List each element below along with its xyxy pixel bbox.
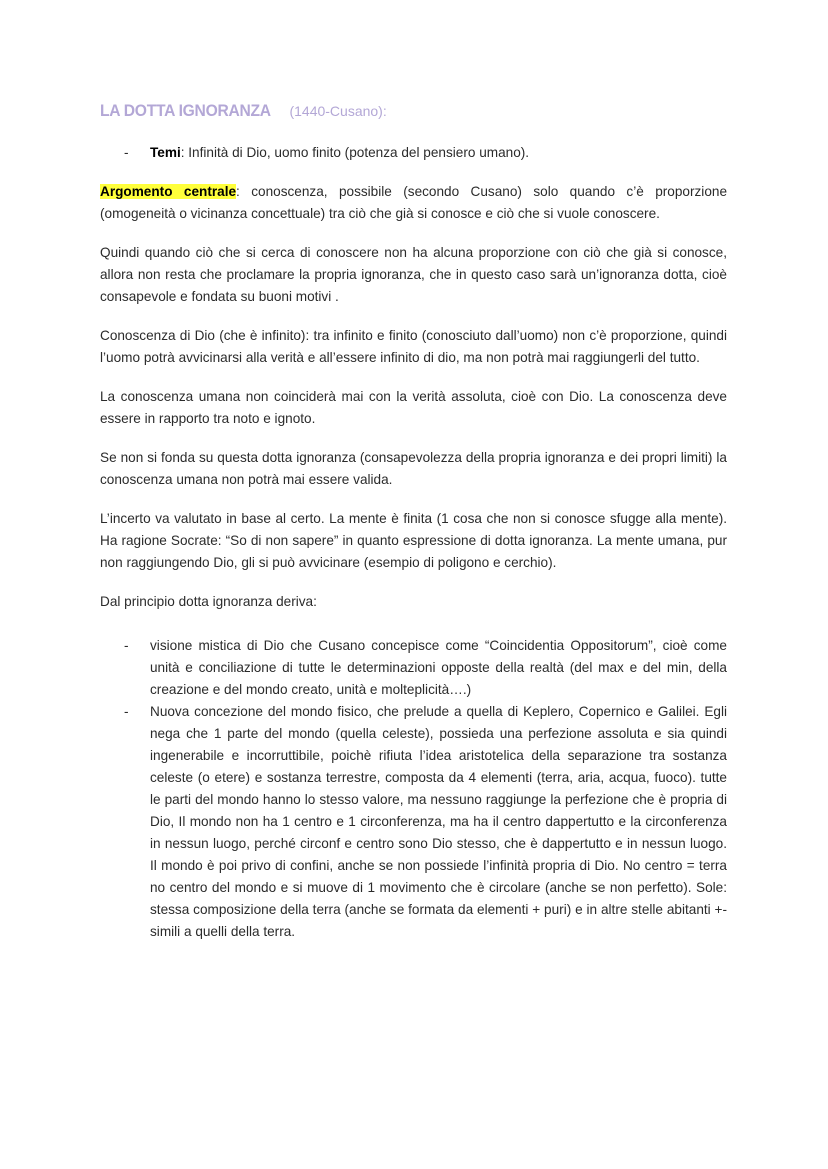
document-title: LA DOTTA IGNORANZA — [100, 101, 271, 120]
temi-list — [100, 142, 727, 164]
paragraph-6: Dal principio dotta ignoranza deriva: — [100, 594, 317, 609]
list-item — [100, 635, 727, 701]
paragraph-1: Quindi quando ciò che si cerca di conoscere non ha alcuna proporzione con ciò che già si conosce, allora non resta che proclamare la propria ignoranza, che in questo caso sarà un’ignoranza dotta, cioè consapevole e fondata su buoni motivi . — [100, 245, 727, 304]
argomento-label-highlight: Argomento centrale — [100, 184, 237, 199]
title-line — [100, 98, 727, 125]
argomento-paragraph — [100, 181, 727, 225]
document-subtitle: (1440-Cusano): — [289, 103, 387, 119]
list-item-text: visione mistica di Dio che Cusano concepisce come “Coincidentia Oppositorum”, cioè come unità e conciliazione di tutte le determinazioni opposte della realtà (del max e del min, della creazione e del mondo creato, unità e molteplicità….) — [150, 638, 727, 697]
paragraph-2: Conoscenza di Dio (che è infinito): tra infinito e finito (conosciuto dall’uomo) non c’è proporzione, quindi l’uomo potrà avvicinarsi alla verità e all’essere infinito di dio, ma non potrà mai raggiungerli del tutto. — [100, 328, 727, 365]
argomento-text: : conoscenza, possibile (secondo Cusano) solo quando c’è proporzione (omogeneità o vicinanza concettuale) tra ciò che già si conosce e ciò che si vuole conoscere. — [100, 184, 728, 221]
list-item — [100, 701, 727, 943]
temi-item — [100, 142, 727, 164]
document-page — [100, 98, 727, 943]
temi-label: Temi — [150, 145, 181, 160]
bullet-dash: - — [124, 145, 129, 160]
bullet-dash: - — [124, 704, 129, 719]
list-item-text: Nuova concezione del mondo fisico, che prelude a quella di Keplero, Copernico e Galilei. Egli nega che 1 parte del mondo (quella celeste), possieda una perfezione assoluta e sia quindi ingenerabile e incorruttibile, poichè rifiuta l’idea aristotelica della separazione tra sostanza celeste (o etere) e sostanza terrestre, composta da 4 elementi (terra, aria, acqua, fuoco). tutte le parti del mondo hanno lo stesso valore, ma nessuno raggiunge la perfezione che è propria di Dio, Il mondo non ha 1 centro e 1 circonferenza, ma ha il centro dappertutto e la circonferenza in nessun luogo, perché circonf e centro sono Dio stesso, che è dappertutto e in nessun luogo. Il mondo è poi privo di confini, anche se non possiede l’infinità propria di Dio. No centro = terra no centro del mondo e si muove di 1 movimento che è circolare (anche se non perfetto). Sole: stessa composizione della terra (anche se formata da elementi + puri) e in altre stelle abitanti +- simili a quelli della terra. — [150, 704, 727, 939]
paragraph-5: L’incerto va valutato in base al certo. La mente è finita (1 cosa che non si conosce sfugge alla mente). Ha ragione Socrate: “So di non sapere” in quanto espressione di dotta ignoranza. La mente umana, pur non raggiungendo Dio, gli si può avvicinare (esempio di poligono e cerchio). — [100, 511, 727, 570]
paragraph-4: Se non si fonda su questa dotta ignoranza (consapevolezza della propria ignoranza e dei propri limiti) la conoscenza umana non potrà mai essere valida. — [100, 450, 727, 487]
bullet-dash: - — [124, 638, 129, 653]
temi-text: : Infinità di Dio, uomo finito (potenza del pensiero umano). — [180, 145, 530, 160]
paragraph-3: La conoscenza umana non coinciderà mai con la verità assoluta, cioè con Dio. La conoscenza deve essere in rapporto tra noto e ignoto. — [100, 389, 727, 426]
deriva-list — [100, 635, 727, 943]
